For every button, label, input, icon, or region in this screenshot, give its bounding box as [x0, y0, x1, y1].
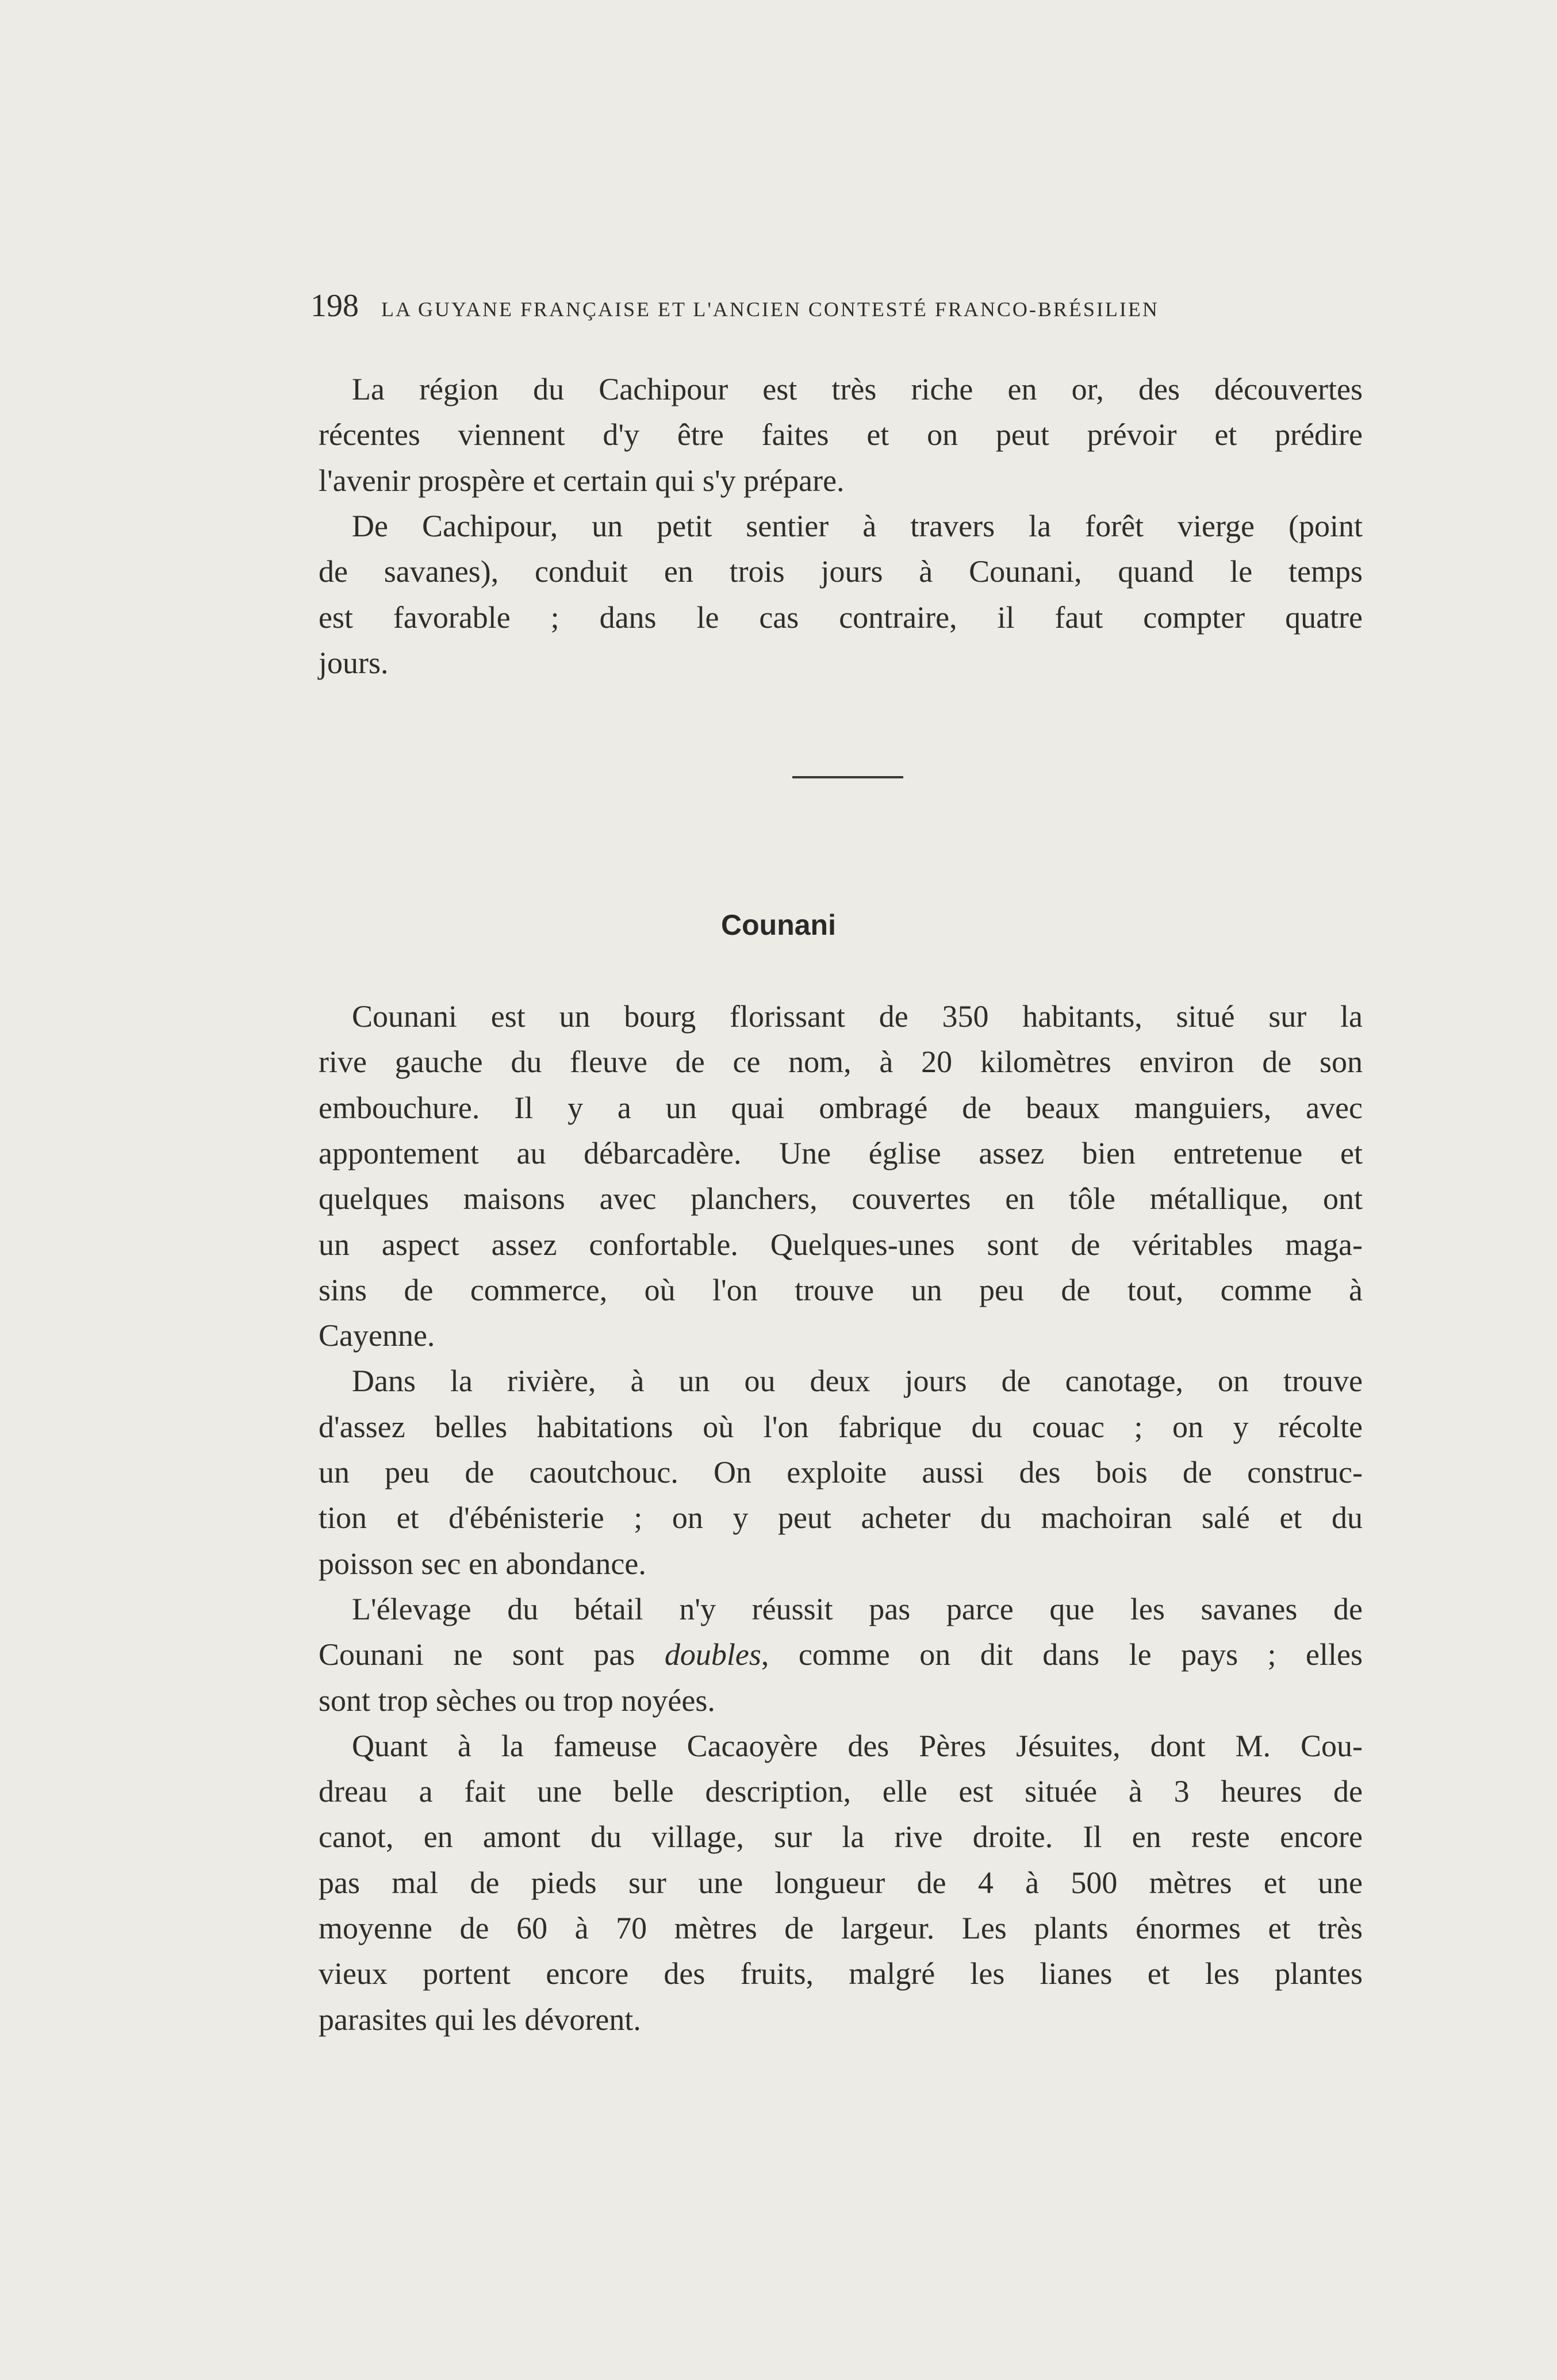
running-title: LA GUYANE FRANÇAISE ET L'ANCIEN CONTESTÉ FRANCO-BRÉSILIEN — [381, 298, 1159, 321]
text-line: La région du Cachipour est très riche en or, des découvertes — [352, 372, 1363, 406]
text-line: Counani ne sont pas doubles, comme on dit dans le pays ; elles — [319, 1637, 1363, 1672]
italic-term: doubles — [664, 1637, 761, 1672]
text-line: de savanes), conduit en trois jours à Counani, quand le temps — [319, 554, 1363, 589]
text-line: l'avenir prospère et certain qui s'y prépare. — [319, 463, 845, 498]
text-line: Dans la rivière, à un ou deux jours de canotage, on trouve — [352, 1364, 1363, 1399]
text-line: Quant à la fameuse Cacaoyère des Pères Jésuites, dont M. Cou- — [352, 1728, 1363, 1763]
text-line: rive gauche du fleuve de ce nom, à 20 kilomètres environ de son — [319, 1045, 1363, 1080]
text-line: pas mal de pieds sur une longueur de 4 à 500 mètres et une — [319, 1865, 1363, 1900]
text-line: moyenne de 60 à 70 mètres de largeur. Les plants énormes et très — [319, 1911, 1363, 1945]
text-line: vieux portent encore des fruits, malgré les lianes et les plantes — [319, 1956, 1363, 1991]
text-line: quelques maisons avec planchers, couvertes en tôle métallique, ont — [319, 1181, 1363, 1216]
text-line: récentes viennent d'y être faites et on peut prévoir et prédire — [319, 417, 1363, 452]
text-line: Cayenne. — [319, 1318, 435, 1353]
text-line: appontement au débarcadère. Une église assez bien entretenue et — [319, 1135, 1363, 1170]
text-line: Counani est un bourg florissant de 350 habitants, situé sur la — [352, 999, 1363, 1034]
text-line: jours. — [319, 645, 389, 680]
section-divider — [792, 776, 903, 778]
section-heading: Counani — [721, 909, 836, 941]
page-number: 198 — [310, 288, 359, 324]
text-line: sins de commerce, où l'on trouve un peu de tout, comme à — [319, 1272, 1363, 1307]
text-line: sont trop sèches ou trop noyées. — [319, 1683, 715, 1718]
text-line: dreau a fait une belle description, elle est située à 3 heures de — [319, 1774, 1363, 1809]
text-line: poisson sec en abondance. — [319, 1546, 646, 1581]
text-line: De Cachipour, un petit sentier à travers la forêt vierge (point — [352, 508, 1363, 543]
running-header — [310, 287, 1288, 324]
text-line: tion et d'ébénisterie ; on y peut acheter du machoiran salé et du — [319, 1500, 1363, 1536]
text-line: d'assez belles habitations où l'on fabrique du couac ; on y récolte — [319, 1409, 1363, 1444]
text-line: canot, en amont du village, sur la rive droite. Il en reste encore — [319, 1819, 1363, 1855]
text-line: L'élevage du bétail n'y réussit pas parce que les savanes de — [352, 1591, 1363, 1626]
text-line: embouchure. Il y a un quai ombragé de beaux manguiers, avec — [319, 1090, 1363, 1125]
text-line: un peu de caoutchouc. On exploite aussi des bois de construc- — [319, 1455, 1363, 1490]
text-line: un aspect assez confortable. Quelques-unes sont de véritables maga- — [319, 1227, 1363, 1262]
text-line: parasites qui les dévorent. — [319, 2002, 641, 2037]
text-line: est favorable ; dans le cas contraire, il faut compter quatre — [319, 600, 1363, 635]
